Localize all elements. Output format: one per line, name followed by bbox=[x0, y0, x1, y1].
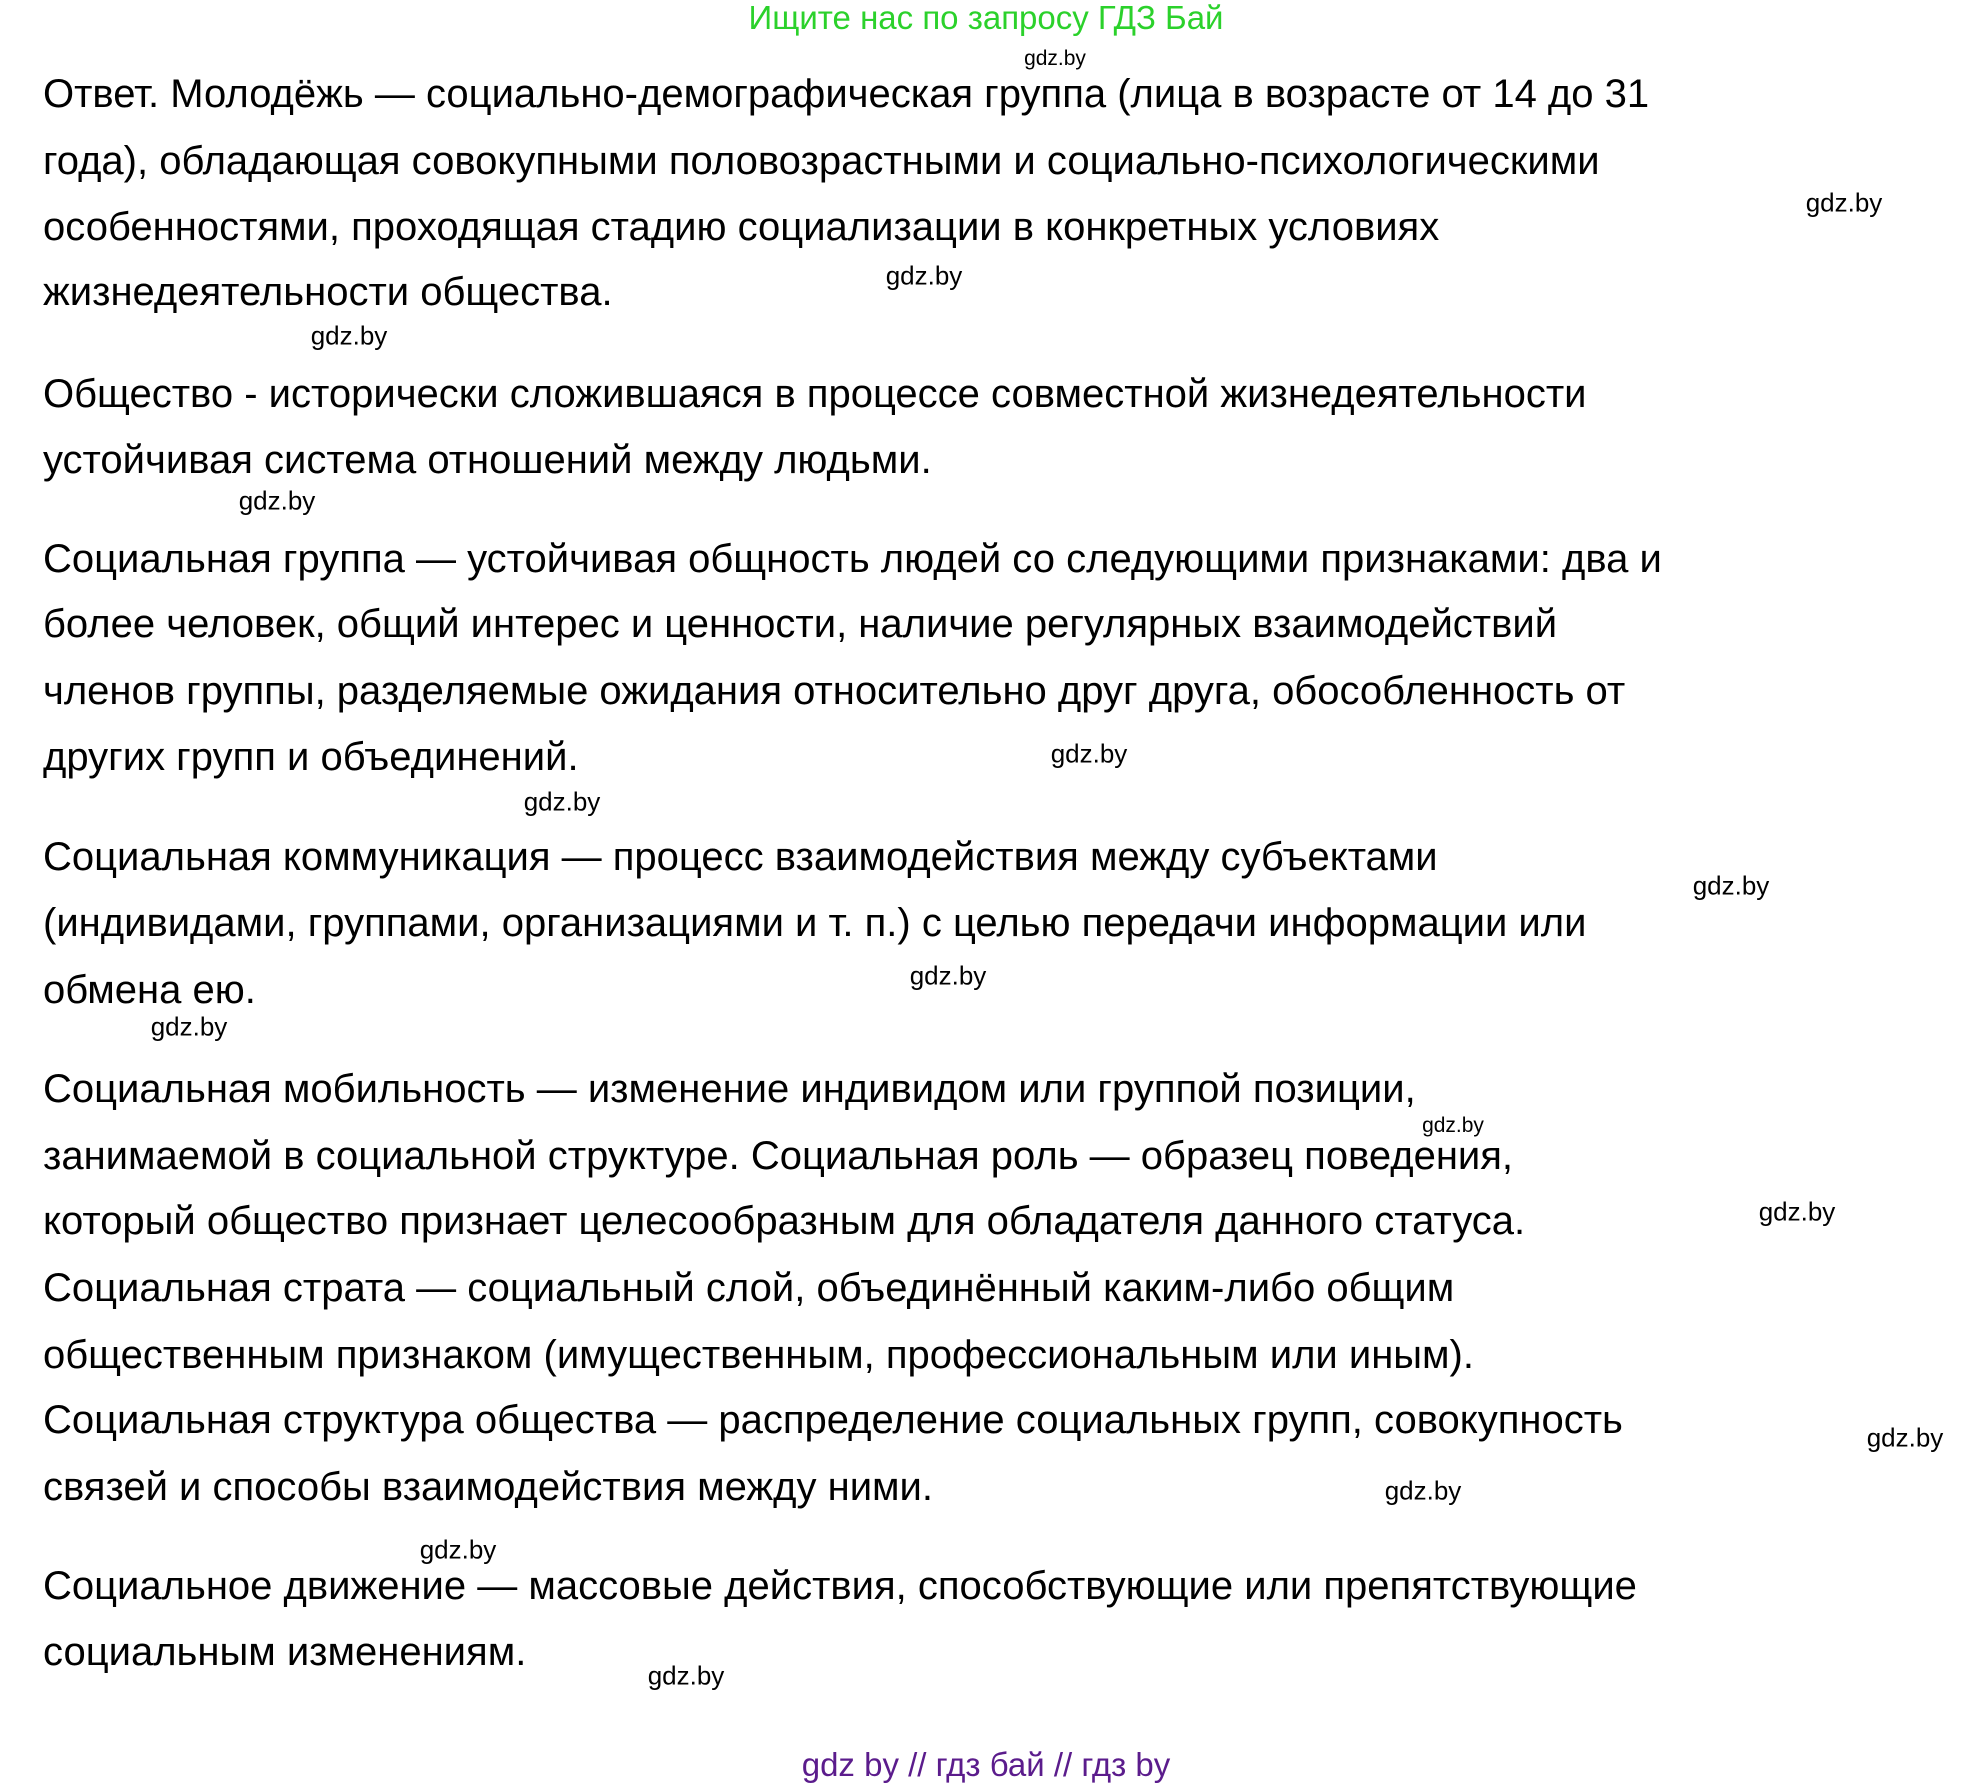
text-line: особенностями, проходящая стадию социализации в конкретных условиях bbox=[43, 205, 1440, 249]
footer-links: gdz by // гдз бай // гдз by bbox=[801, 1746, 1171, 1783]
watermark: gdz.by bbox=[310, 320, 388, 351]
text-line: Социальная мобильность — изменение индивидом или группой позиции, bbox=[43, 1067, 1416, 1111]
watermark: gdz.by bbox=[1692, 870, 1770, 901]
text-line: занимаемой в социальной структуре. Социальная роль — образец поведения, bbox=[43, 1134, 1514, 1178]
watermark: gdz.by bbox=[150, 1011, 228, 1042]
text-line: Социальная страта — социальный слой, объединённый каким-либо общим bbox=[43, 1266, 1455, 1310]
search-hint-banner: Ищите нас по запросу ГДЗ Бай bbox=[748, 0, 1224, 36]
text-line: Социальная коммуникация — процесс взаимодействия между субъектами bbox=[43, 835, 1438, 879]
watermark: gdz.by bbox=[1866, 1422, 1944, 1453]
text-line: года), обладающая совокупными половозрастными и социально-психологическими bbox=[43, 139, 1600, 183]
watermark: gdz.by bbox=[1024, 47, 1086, 70]
watermark: gdz.by bbox=[1422, 1114, 1484, 1137]
text-line: (индивидами, группами, организациями и т. п.) с целью передачи информации или bbox=[43, 901, 1587, 945]
text-line: более человек, общий интерес и ценности, наличие регулярных взаимодействий bbox=[43, 602, 1558, 646]
watermark: gdz.by bbox=[909, 960, 987, 991]
text-line: Социальное движение — массовые действия, способствующие или препятствующие bbox=[43, 1564, 1637, 1608]
text-line: Социальная структура общества — распределение социальных групп, совокупность bbox=[43, 1398, 1623, 1442]
watermark: gdz.by bbox=[1050, 738, 1128, 769]
watermark: gdz.by bbox=[1758, 1196, 1836, 1227]
text-line: Общество - исторически сложившаяся в процессе совместной жизнедеятельности bbox=[43, 372, 1587, 416]
text-line: членов группы, разделяемые ожидания относительно друг друга, обособленность от bbox=[43, 669, 1626, 713]
watermark: gdz.by bbox=[885, 260, 963, 291]
watermark: gdz.by bbox=[1805, 187, 1883, 218]
text-line: связей и способы взаимодействия между ними. bbox=[43, 1465, 933, 1509]
text-line: Социальная группа — устойчивая общность людей со следующими признаками: два и bbox=[43, 537, 1662, 581]
text-line: общественным признаком (имущественным, профессиональным или иным). bbox=[43, 1333, 1474, 1377]
watermark: gdz.by bbox=[238, 485, 316, 516]
text-line: устойчивая система отношений между людьми. bbox=[43, 438, 932, 482]
text-line: других групп и объединений. bbox=[43, 735, 579, 779]
text-line: жизнедеятельности общества. bbox=[43, 270, 613, 314]
text-line: обмена ею. bbox=[43, 968, 256, 1012]
text-line: Ответ. Молодёжь — социально-демографическая группа (лица в возрасте от 14 до 31 bbox=[43, 72, 1650, 116]
text-line: который общество признает целесообразным для обладателя данного статуса. bbox=[43, 1199, 1526, 1243]
watermark: gdz.by bbox=[523, 786, 601, 817]
watermark: gdz.by bbox=[1384, 1475, 1462, 1506]
text-line: социальным изменениям. bbox=[43, 1630, 527, 1674]
watermark: gdz.by bbox=[419, 1534, 497, 1565]
watermark: gdz.by bbox=[647, 1660, 725, 1691]
